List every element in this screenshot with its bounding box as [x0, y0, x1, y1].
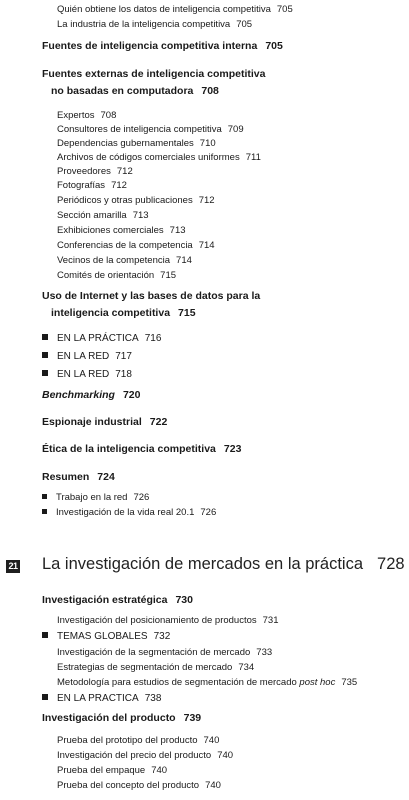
section-title: Resumen: [42, 471, 90, 483]
toc-feature-entry: [42, 631, 170, 642]
toc-section-continued: [51, 307, 196, 319]
page-number: 713: [132, 210, 149, 221]
page-number: 724: [97, 471, 115, 483]
entry-title: Fotografías: [57, 180, 106, 191]
page-number: 715: [178, 307, 196, 319]
toc-entry: [57, 110, 116, 121]
entry-title: EN LA RED: [57, 369, 110, 380]
toc-section: [42, 594, 193, 606]
entry-title: Dependencias gubernamentales: [57, 138, 194, 149]
page-number: 740: [205, 780, 221, 791]
toc-entry: [57, 765, 167, 776]
toc-entry: [57, 138, 216, 149]
entry-title: Comités de orientación: [57, 270, 155, 281]
chapter-number-badge: 21: [6, 560, 20, 573]
entry-title: Exhibiciones comerciales: [57, 225, 164, 236]
entry-title: Prueba del empaque: [57, 765, 146, 776]
entry-title: Expertos: [57, 110, 95, 121]
entry-title: La industria de la inteligencia competitiva: [57, 19, 231, 30]
toc-entry: [57, 735, 219, 746]
toc-entry: [57, 124, 244, 135]
page-number: 732: [153, 631, 171, 642]
toc-section: [42, 712, 201, 724]
page-number: 708: [201, 85, 219, 97]
section-title: Investigación del producto: [42, 712, 176, 724]
page-number: 735: [341, 677, 358, 688]
page-number: 734: [238, 662, 255, 673]
page-number: 705: [236, 19, 253, 30]
square-bullet-icon: [42, 694, 48, 700]
entry-title: Metodología para estudios de segmentación de mercado: [57, 677, 297, 688]
page-number: 712: [198, 195, 215, 206]
entry-title: Archivos de códigos comerciales uniformes: [57, 152, 240, 163]
toc-entry: [57, 677, 357, 688]
entry-title: Estrategias de segmentación de mercado: [57, 662, 233, 673]
page-number: 705: [276, 4, 293, 15]
toc-section: [42, 68, 266, 80]
entry-title: Sección amarilla: [57, 210, 127, 221]
page-number: 716: [144, 333, 162, 344]
toc-feature-entry: [42, 693, 161, 704]
entry-title: Quién obtiene los datos de inteligencia competitiva: [57, 4, 271, 15]
entry-title: Periódicos y otras publicaciones: [57, 195, 193, 206]
entry-title: Prueba del prototipo del producto: [57, 735, 198, 746]
entry-title: Investigación de la vida real 20.1: [56, 507, 195, 518]
square-bullet-icon: [42, 352, 48, 358]
toc-entry: [57, 210, 149, 221]
entry-title-italic: post hoc: [299, 677, 336, 688]
entry-title: Proveedores: [57, 166, 111, 177]
page-number: 740: [217, 750, 234, 761]
toc-feature-entry: [42, 351, 132, 362]
page-number: 711: [245, 152, 261, 163]
toc-section: [42, 416, 167, 428]
section-title: Fuentes externas de inteligencia competitiva: [42, 68, 266, 80]
toc-entry: [57, 647, 272, 658]
page-number: 720: [122, 389, 141, 401]
section-title: Ética de la inteligencia competitiva: [42, 443, 216, 455]
toc-entry: [57, 4, 293, 15]
entry-title: TEMAS GLOBALES: [57, 631, 148, 642]
section-title: no basadas en computadora: [51, 85, 194, 97]
square-bullet-icon: [42, 509, 47, 514]
toc-entry: [57, 662, 254, 673]
page-number: 731: [262, 615, 279, 626]
toc-section: [42, 389, 140, 401]
toc-entry: [57, 780, 221, 791]
entry-title: Conferencias de la competencia: [57, 240, 193, 251]
toc-entry: [57, 180, 127, 191]
page-number: 740: [203, 735, 220, 746]
toc-entry: [57, 166, 133, 177]
section-title: inteligencia competitiva: [51, 307, 171, 319]
toc-feature-entry: [42, 492, 149, 503]
page-number: 710: [199, 138, 216, 149]
square-bullet-icon: [42, 632, 48, 638]
page-number: 723: [223, 443, 242, 455]
toc-section: [42, 40, 283, 52]
square-bullet-icon: [42, 334, 48, 340]
section-title: Investigación estratégica: [42, 594, 168, 606]
square-bullet-icon: [42, 370, 48, 376]
page-number: 739: [183, 712, 202, 724]
section-title: Espionaje industrial: [42, 416, 142, 428]
toc-feature-entry: [42, 507, 216, 518]
toc-entry: [57, 615, 279, 626]
chapter-title-text: La investigación de mercados en la práctica: [42, 555, 364, 573]
page-number: 715: [160, 270, 177, 281]
square-bullet-icon: [42, 494, 47, 499]
page-number: 726: [133, 492, 150, 503]
page-number: 708: [100, 110, 117, 121]
page-number: 738: [144, 693, 162, 704]
page-number: 705: [265, 40, 283, 52]
toc-entry: [57, 750, 233, 761]
page-number: 712: [111, 180, 127, 191]
entry-title: Prueba del concepto del producto: [57, 780, 200, 791]
page-number: 709: [227, 124, 244, 135]
toc-entry: [57, 240, 215, 251]
toc-entry: [57, 152, 261, 163]
section-title: Fuentes de inteligencia competitiva interna: [42, 40, 258, 52]
entry-title: Consultores de inteligencia competitiva: [57, 124, 222, 135]
toc-entry: [57, 270, 176, 281]
toc-entry: [57, 19, 252, 30]
entry-title: Trabajo en la red: [56, 492, 128, 503]
page-number: 713: [169, 225, 186, 236]
entry-title: Investigación de la segmentación de mercado: [57, 647, 251, 658]
entry-title: Investigación del precio del producto: [57, 750, 212, 761]
toc-feature-entry: [42, 333, 161, 344]
toc-entry: [57, 195, 215, 206]
entry-title: Vecinos de la competencia: [57, 255, 171, 266]
page-number: 714: [176, 255, 192, 266]
entry-title: EN LA PRACTICA: [57, 693, 139, 704]
section-title: Benchmarking: [42, 389, 115, 401]
page-number: 740: [151, 765, 168, 776]
page-number: 718: [115, 369, 132, 380]
toc-entry: [57, 255, 192, 266]
entry-title: Investigación del posicionamiento de productos: [57, 615, 257, 626]
toc-entry: [57, 225, 186, 236]
entry-title: EN LA RED: [57, 351, 110, 362]
page-number: 726: [200, 507, 217, 518]
page-number: 722: [149, 416, 168, 428]
page-number: 733: [256, 647, 273, 658]
page-number: 730: [175, 594, 193, 606]
toc-section: [42, 443, 241, 455]
page-number: 714: [198, 240, 215, 251]
toc-section: [42, 471, 115, 483]
chapter-title: [42, 555, 405, 574]
entry-title: EN LA PRÁCTICA: [57, 333, 139, 344]
toc-section-continued: [51, 85, 219, 97]
page-number: 712: [116, 166, 133, 177]
section-title: Uso de Internet y las bases de datos para la: [42, 290, 261, 302]
page-number: 717: [115, 351, 132, 362]
toc-feature-entry: [42, 369, 132, 380]
page-number: 728: [377, 555, 405, 573]
toc-section: [42, 290, 260, 302]
